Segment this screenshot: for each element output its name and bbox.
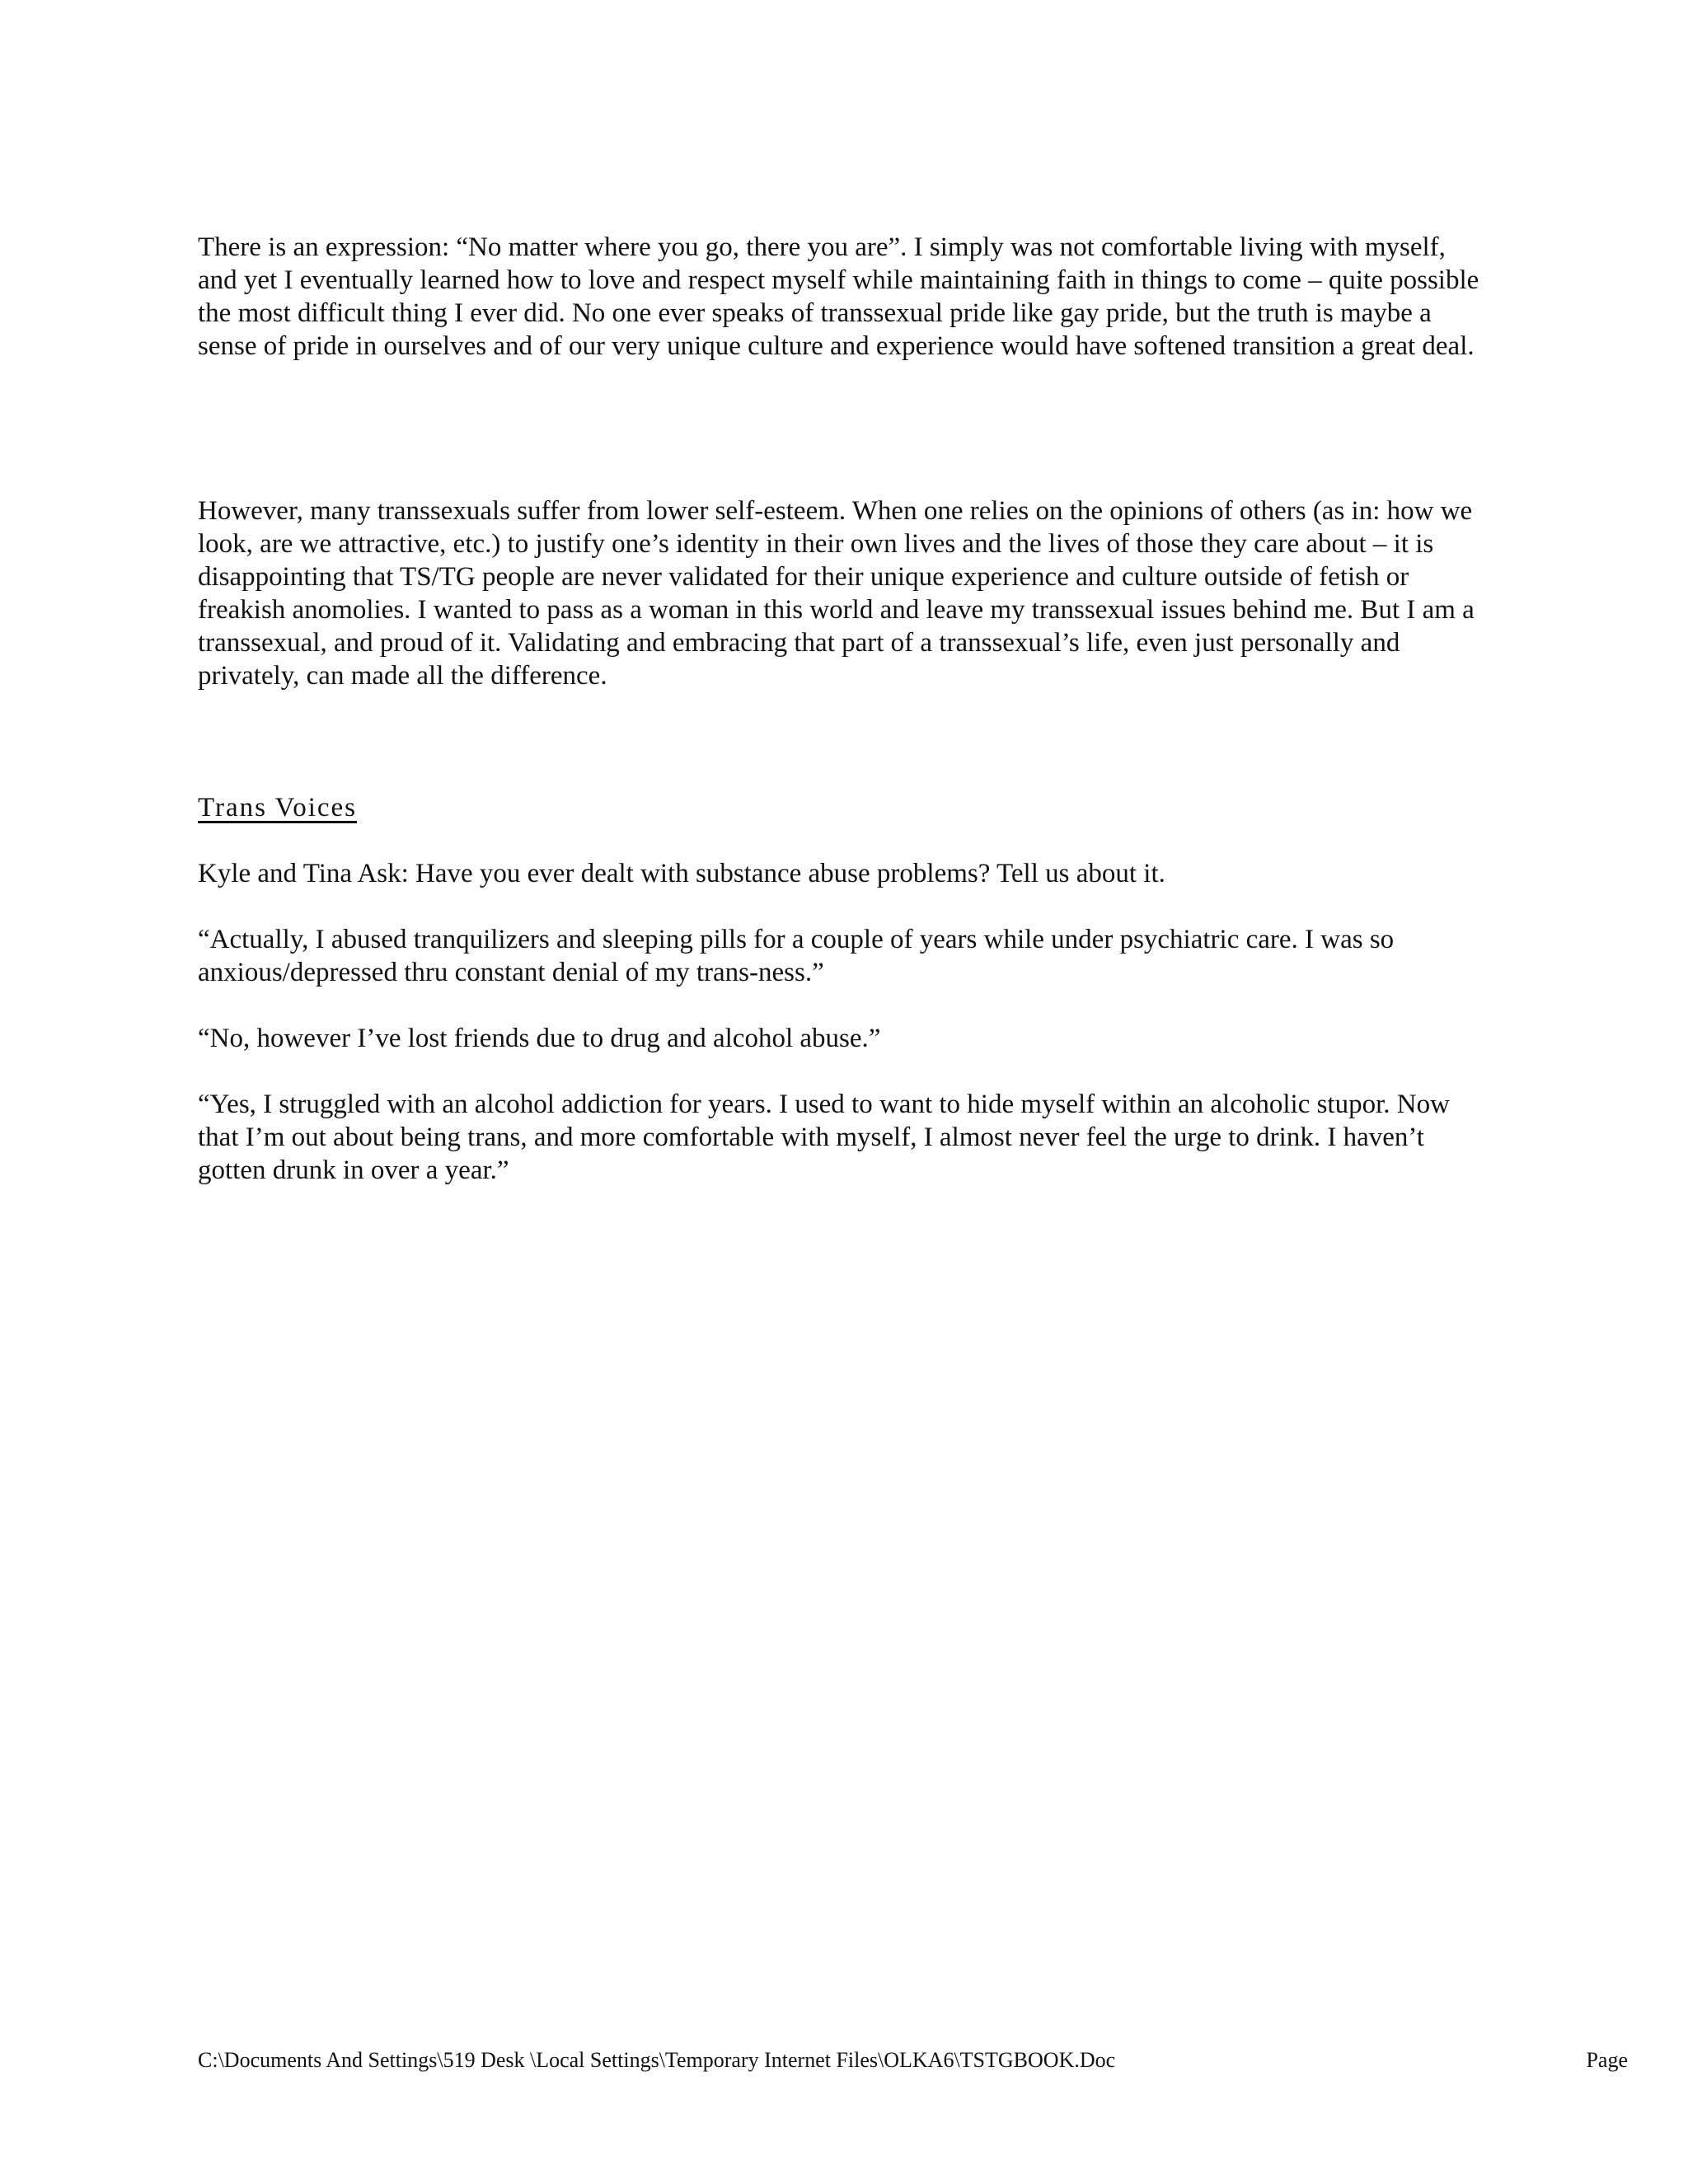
question-text: Kyle and Tina Ask: Have you ever dealt with substance abuse problems? Tell us about it. bbox=[198, 859, 1165, 888]
paragraph-self-esteem: However, many transsexuals suffer from lower self-esteem. When one relies on the opinions of others (as in: how we look, are we attractive, etc.) to justify one’s identity in their own lives and the lives of those they care about – it is disappointing that TS/TG people are never validated for their unique experience and culture outside of fetish or freakish anomolies. I wanted to pass as a woman in this world and leave my transsexual issues behind me. But I am a transsexual, and proud of it. Validating and embracing that part of a transsexual’s life, even just personally and privately, can made all the difference. bbox=[198, 496, 1475, 691]
answer-3: “Yes, I struggled with an alcohol addiction for years. I used to want to hide myself within an alcoholic stupor. Now that I’m out about being trans, and more comfortable with myself, I almost never feel the urge to drink. I haven’t gotten drunk in over a year.” bbox=[198, 1090, 1450, 1185]
document-body bbox=[198, 231, 1484, 1220]
answer-2: “No, however I’ve lost friends due to drug and alcohol abuse.” bbox=[198, 1024, 881, 1053]
paragraph-expression: There is an expression: “No matter where you go, there you are”. I simply was not comfortable living with myself, and yet I eventually learned how to love and respect myself while maintaining faith in things to come – quite possible the most difficult thing I ever did. No one ever speaks of transsexual pride like gay pride, but the truth is maybe a sense of pride in ourselves and of our very unique culture and experience would have softened transition a great deal. bbox=[198, 232, 1479, 361]
footer-page-label: Page bbox=[1586, 2048, 1628, 2072]
page-footer bbox=[198, 2048, 1628, 2073]
answer-1: “Actually, I abused tranquilizers and sleeping pills for a couple of years while under psychiatric care. I was so anxious/depressed thru constant denial of my trans-ness.” bbox=[198, 925, 1395, 987]
section-heading: Trans Voices bbox=[198, 793, 358, 823]
footer-file-path: C:\Documents And Settings\519 Desk \Local Settings\Temporary Internet Files\OLKA6\TSTGBOOK.Doc bbox=[198, 2048, 1116, 2072]
